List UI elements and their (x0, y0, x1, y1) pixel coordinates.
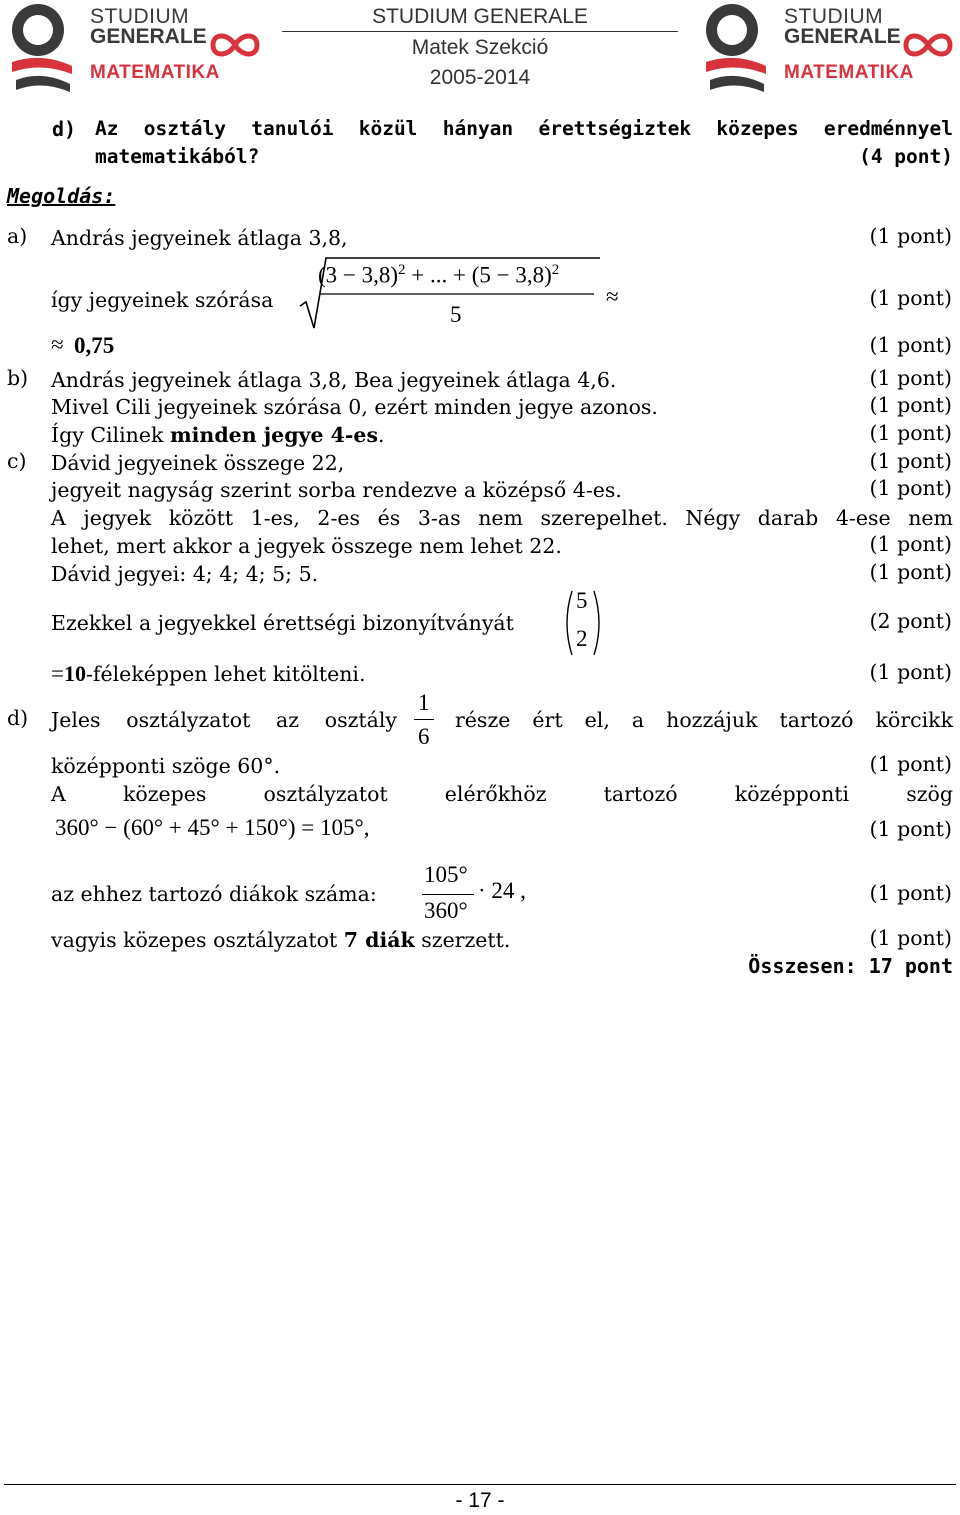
question-d-label: d) (52, 117, 77, 141)
part-c-points5: (2 pont) (869, 609, 952, 633)
part-c-line5: Dávid jegyei: 4; 4; 4; 5; 5. (51, 562, 319, 586)
header-center-sub1: Matek Szekció (411, 36, 549, 59)
part-b-line3-bold: minden jegye 4-es (169, 423, 378, 447)
part-a-line2: így jegyeinek szórása (51, 288, 274, 312)
question-d-text-line2: matematikából? (95, 145, 260, 168)
logo-right-line2: GENERALE (784, 25, 901, 48)
part-d-line6-bold: 7 diák (343, 928, 415, 952)
question-d-points: (4 pont) (859, 145, 953, 168)
frac1-numerator: 1 (418, 690, 430, 715)
part-b-line1: András jegyeinek átlaga 3,8, Bea jegyeinek átlaga 4,6. (51, 368, 617, 392)
approx-sign: ≈ (606, 284, 619, 309)
part-d-points1: (1 pont) (869, 752, 952, 776)
num-exp2: 2 (551, 262, 560, 278)
part-c-label: c) (7, 449, 27, 473)
logo-left-line3: MATEMATIKA (90, 62, 220, 83)
part-c-line1: Dávid jegyeinek összege 22, (51, 451, 345, 475)
sqrt-denominator: 5 (450, 302, 462, 327)
logo-right (696, 0, 960, 100)
part-c-line6: Ezekkel a jegyekkel érettségi bizonyítványát (51, 611, 514, 635)
part-d-line5-after: · 24 , (478, 878, 526, 903)
sqrt-numerator (318, 262, 559, 289)
part-b-points1: (1 pont) (869, 366, 952, 390)
part-d-line6-post: szerzett. (414, 928, 511, 952)
part-a-result: 0,75 (74, 333, 115, 358)
part-d-line1-pre: Jeles osztályzatot az osztály (51, 708, 397, 732)
logo-right-line3: MATEMATIKA (784, 62, 914, 83)
part-d-line2: középponti szöge 60°. (51, 754, 281, 778)
part-d-line5-text: az ehhez tartozó diákok száma: (51, 882, 377, 906)
part-a-points2: (1 pont) (869, 286, 952, 310)
frac2-numerator: 105° (424, 862, 468, 887)
part-c-points4: (1 pont) (869, 560, 952, 584)
logo-left-line2: GENERALE (90, 25, 207, 48)
part-a-points1: (1 pont) (869, 224, 952, 248)
part-b-points2: (1 pont) (869, 393, 952, 417)
header-center-title: STUDIUM GENERALE (372, 5, 588, 28)
part-b-label: b) (7, 366, 29, 390)
footer-divider (4, 1484, 956, 1485)
part-c-line7-bold: 10 (63, 661, 86, 686)
part-c-points3: (1 pont) (869, 532, 952, 556)
part-d-points3: (1 pont) (869, 881, 952, 905)
part-d-points2: (1 pont) (869, 817, 952, 841)
part-c-points6: (1 pont) (869, 660, 952, 684)
part-c-line7 (51, 660, 366, 688)
binomial-top: 5 (576, 588, 588, 613)
total-points: Összesen: 17 pont (748, 954, 953, 978)
page-number: - 17 - (455, 1489, 505, 1512)
logo-left-line1: STUDIUM (90, 5, 190, 28)
part-c-points1: (1 pont) (869, 449, 952, 473)
header-center-sub2: 2005-2014 (429, 66, 531, 89)
header-divider (282, 31, 678, 32)
part-a-points3: (1 pont) (869, 333, 952, 357)
part-b-line2: Mivel Cili jegyeinek szórása 0, ezért minden jegye azonos. (51, 395, 658, 419)
part-c-line4: lehet, mert akkor a jegyek összege nem lehet 22. (51, 534, 562, 558)
logo-emblem-icon (2, 0, 82, 100)
binomial-bottom: 2 (576, 626, 588, 651)
part-c-points2: (1 pont) (869, 476, 952, 500)
part-d-line3: A közepes osztályzatot elérőkhöz tartozó középponti szög (51, 782, 953, 806)
part-a-label: a) (7, 224, 28, 248)
logo-right-line1: STUDIUM (784, 5, 884, 28)
logo-emblem-icon (696, 0, 776, 100)
question-d-text-line1: Az osztály tanulói közül hányan érettségiztek közepes eredménnyel (95, 117, 953, 140)
frac1-denominator: 6 (418, 724, 430, 749)
num-term1: (3 − 3,8) (318, 262, 399, 288)
part-d-label: d) (7, 706, 29, 730)
infinity-icon (208, 30, 262, 60)
part-b-line3 (51, 421, 385, 449)
num-exp1: 2 (398, 262, 406, 278)
logo-left (0, 0, 280, 100)
frac2-denominator: 360° (424, 898, 468, 923)
part-d-points4: (1 pont) (869, 926, 952, 950)
infinity-icon (901, 30, 955, 60)
num-term2: (5 − 3,8) (471, 262, 552, 288)
part-d-line6 (51, 926, 510, 954)
part-c-line7-eq: = (51, 661, 64, 686)
part-b-points3: (1 pont) (869, 421, 952, 445)
part-c-line2: jegyeit nagyság szerint sorba rendezve a középső 4-es. (51, 478, 622, 502)
approx-sign-2: ≈ (51, 332, 64, 357)
part-b-line3-pre: Így Cilinek (51, 423, 170, 447)
part-a-line1: András jegyeinek átlaga 3,8, (51, 226, 348, 250)
num-mid: + ... + (405, 262, 472, 288)
frac1-bar (414, 719, 434, 720)
part-d-line6-pre: vagyis közepes osztályzatot (51, 928, 344, 952)
part-b-line3-post: . (378, 423, 385, 447)
solution-title: Megoldás: (7, 184, 116, 208)
part-c-line7-rest: -féleképpen lehet kitölteni. (85, 662, 366, 686)
part-c-line3: A jegyek között 1-es, 2-es és 3-as nem szerepelhet. Négy darab 4-ese nem (51, 506, 953, 530)
part-d-line1-post: része ért el, a hozzájuk tartozó körcikk (455, 708, 953, 732)
frac2-bar (422, 894, 474, 895)
part-d-formula: 360° − (60° + 45° + 150°) = 105°, (55, 815, 370, 840)
